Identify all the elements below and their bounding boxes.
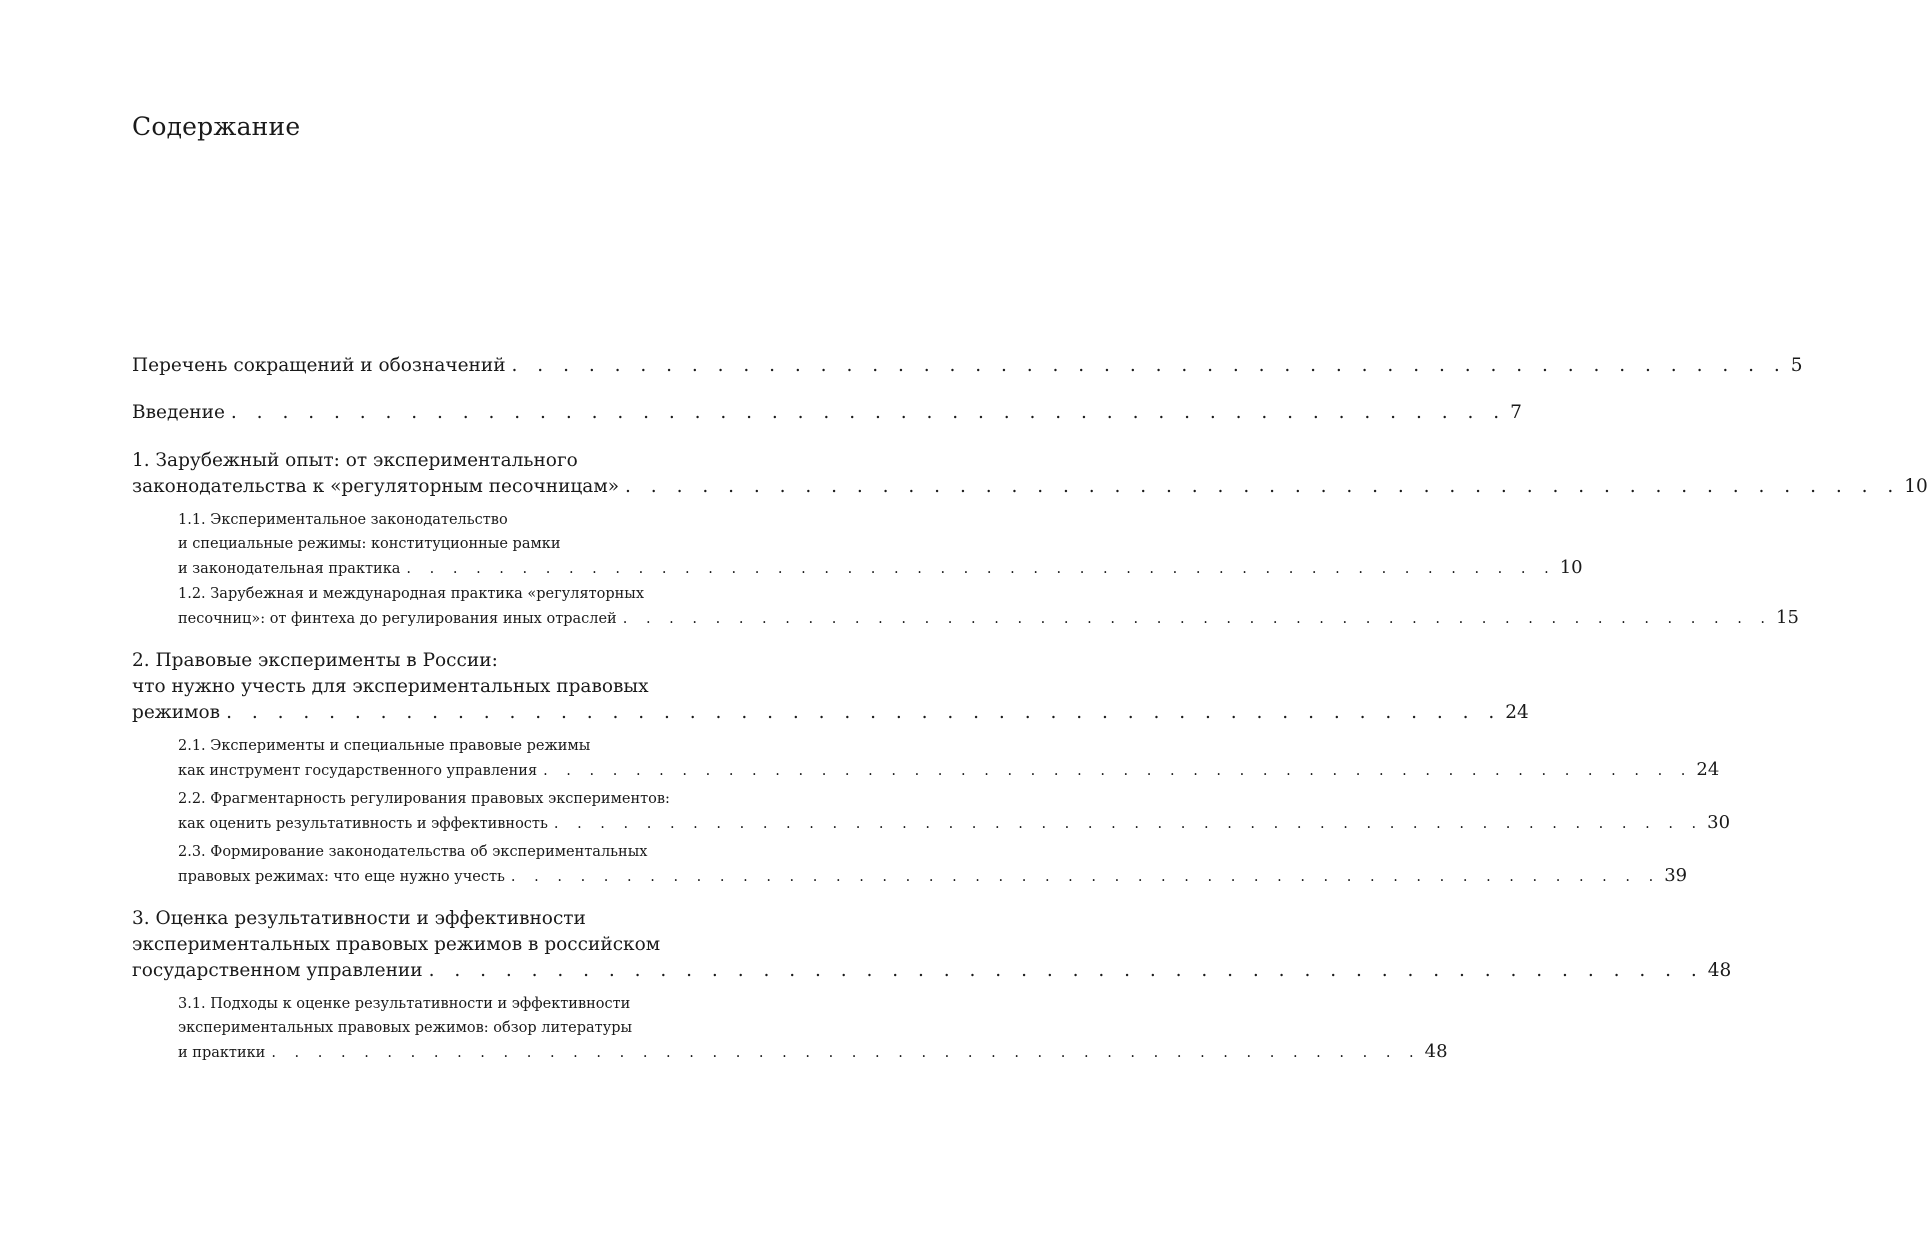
toc-entry-abbreviations[interactable] [132, 353, 1803, 379]
toc-page-number: 5 [1790, 355, 1803, 376]
toc-entry-chapter-1[interactable] [132, 448, 1928, 500]
leader-dots: . . . . . . . . . . . . . . . . . . . . . . . . . . . . . . . . . . . . . . . . . . . . . . . . . . [510, 869, 1661, 885]
toc-entry-section-1-1[interactable] [178, 508, 1583, 581]
toc-entry-title-line: как инструмент государственного управления [178, 763, 538, 779]
leader-dots: . . . . . . . . . . . . . . . . . . . . . . . . . . . . . . . . . . . . . . . . . . . . . . . . . . [622, 611, 1773, 627]
toc-page-number: 10 [1559, 557, 1583, 578]
toc-entry-title: Перечень сокращений и обозначений [132, 355, 506, 376]
toc-entry-chapter-3[interactable] [132, 906, 1732, 984]
leader-dots: . . . . . . . . . . . . . . . . . . . . . . . . . . . . . . . . . . . . . . . . . . . . . . . . . . [553, 816, 1704, 832]
toc-entry-title-line: 3.1. Подходы к оценке результативности и эффективности [178, 996, 631, 1012]
toc-entry-title-line: 1.1. Экспериментальное законодательство [178, 512, 508, 528]
toc-entry-title-line: как оценить результативность и эффективность [178, 816, 548, 832]
toc-entry-title-line: режимов [132, 702, 221, 723]
toc-entry-title-line: и законодательная практика [178, 561, 401, 577]
toc-entry-section-1-2[interactable] [178, 582, 1799, 631]
toc-entry-title-line: 2.2. Фрагментарность регулирования правовых экспериментов: [178, 791, 670, 807]
toc-page-number: 39 [1664, 865, 1688, 886]
leader-dots: . . . . . . . . . . . . . . . . . . . . . . . . . . . . . . . . . . . . . . . . . . . . . . . . . . [428, 960, 1704, 981]
toc-entry-title-line: экспериментальных правовых режимов в российском [132, 934, 661, 955]
toc-page-number: 24 [1505, 702, 1529, 723]
toc-entry-title-line: 1.2. Зарубежная и международная практика «регуляторных [178, 586, 645, 602]
toc-entry-title-line: песочниц»: от финтеха до регулирования иных отраслей [178, 611, 617, 627]
toc-entry-title-line: и специальные режимы: конституционные рамки [178, 536, 561, 552]
toc-page-number: 7 [1510, 402, 1522, 423]
toc-entry-section-2-2[interactable] [178, 787, 1731, 836]
toc-entry-introduction[interactable] [132, 400, 1522, 426]
toc-entry-section-2-1[interactable] [178, 734, 1720, 783]
toc-entry-chapter-2[interactable] [132, 648, 1529, 726]
leader-dots: . . . . . . . . . . . . . . . . . . . . . . . . . . . . . . . . . . . . . . . . . . . . . . . . . . [625, 476, 1901, 497]
leader-dots: . . . . . . . . . . . . . . . . . . . . . . . . . . . . . . . . . . . . . . . . . . . . . . . . . . [406, 561, 1556, 577]
toc-page-number: 24 [1696, 759, 1720, 780]
page-title: Содержание [132, 112, 301, 141]
toc-entry-title-line: и практики [178, 1045, 266, 1061]
toc-entry-title-line: 1. Зарубежный опыт: от экспериментального [132, 450, 578, 471]
toc-entry-title-line: 2.1. Эксперименты и специальные правовые режимы [178, 738, 591, 754]
toc-entry-title-line: экспериментальных правовых режимов: обзор литературы [178, 1020, 633, 1036]
toc-page-number: 48 [1707, 960, 1732, 981]
toc-entry-section-3-1[interactable] [178, 992, 1448, 1065]
toc-entry-section-2-3[interactable] [178, 840, 1688, 889]
toc-entry-title-line: 3. Оценка результативности и эффективности [132, 908, 586, 929]
toc-page-number: 30 [1707, 812, 1731, 833]
leader-dots: . . . . . . . . . . . . . . . . . . . . . . . . . . . . . . . . . . . . . . . . . . . . . . . . . . [226, 702, 1502, 723]
toc-page-number: 15 [1776, 607, 1799, 628]
leader-dots: . . . . . . . . . . . . . . . . . . . . . . . . . . . . . . . . . . . . . . . . . . . . . . . . . . [543, 763, 1693, 779]
toc-entry-title-line: правовых режимах: что еще нужно учесть [178, 869, 505, 885]
toc-page-number: 10 [1904, 476, 1928, 497]
leader-dots: . . . . . . . . . . . . . . . . . . . . . . . . . . . . . . . . . . . . . . . . . . . . . . . . . . [230, 402, 1507, 423]
leader-dots: . . . . . . . . . . . . . . . . . . . . . . . . . . . . . . . . . . . . . . . . . . . . . . . . . . [511, 355, 1787, 376]
toc-entry-title-line: 2.3. Формирование законодательства об экспериментальных [178, 844, 648, 860]
toc-entry-title: Введение [132, 402, 225, 423]
toc-entry-title-line: 2. Правовые эксперименты в России: [132, 650, 498, 671]
toc-page-number: 48 [1424, 1041, 1448, 1062]
toc-entry-title-line: законодательства к «регуляторным песочницам» [132, 476, 620, 497]
toc-entry-title-line: что нужно учесть для экспериментальных правовых [132, 676, 649, 697]
toc-entry-title-line: государственном управлении [132, 960, 423, 981]
leader-dots: . . . . . . . . . . . . . . . . . . . . . . . . . . . . . . . . . . . . . . . . . . . . . . . . . . [271, 1045, 1421, 1061]
